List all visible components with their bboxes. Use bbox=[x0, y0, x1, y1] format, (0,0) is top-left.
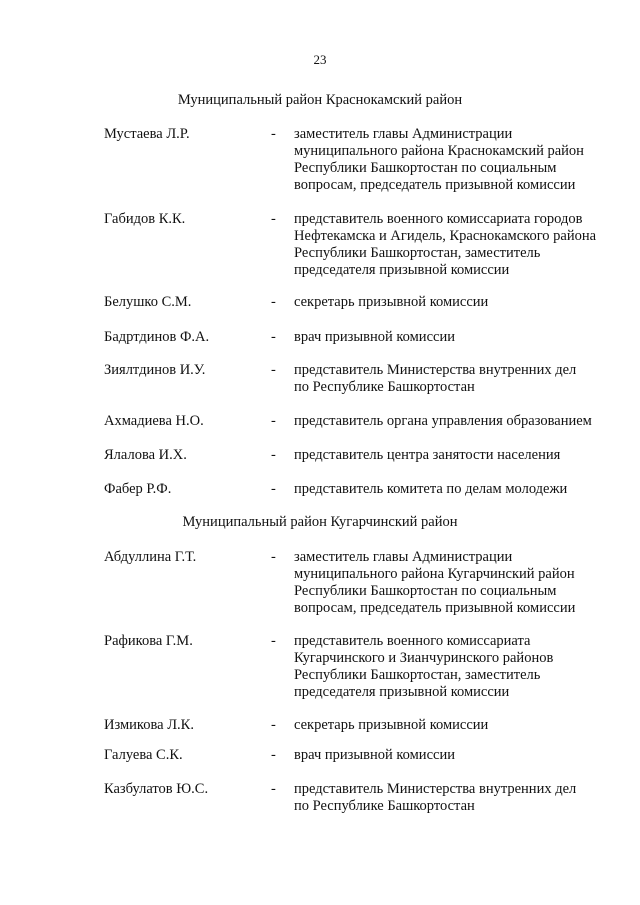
role-line: представитель органа управления образованием bbox=[294, 413, 592, 429]
role-line: вопросам, председатель призывной комиссии bbox=[294, 177, 576, 193]
member-role bbox=[294, 211, 624, 279]
member-name: Габидов К.К. bbox=[104, 211, 186, 227]
member-role bbox=[294, 362, 624, 396]
dash-separator: - bbox=[271, 211, 276, 227]
member-role bbox=[294, 413, 624, 430]
role-line: врач призывной комиссии bbox=[294, 747, 455, 763]
member-name: Абдуллина Г.Т. bbox=[104, 549, 197, 565]
member-name: Белушко С.М. bbox=[104, 294, 192, 310]
dash-separator: - bbox=[271, 481, 276, 497]
role-line: муниципального района Кугарчинский район bbox=[294, 566, 575, 582]
member-name: Галуева С.К. bbox=[104, 747, 183, 763]
role-line: Республики Башкортостан по социальным bbox=[294, 160, 557, 176]
section-title: Муниципальный район Кугарчинский район bbox=[182, 514, 458, 530]
dash-separator: - bbox=[271, 717, 276, 733]
role-line: Республики Башкортостан, заместитель bbox=[294, 667, 541, 683]
dash-separator: - bbox=[271, 362, 276, 378]
dash-separator: - bbox=[271, 329, 276, 345]
role-line: заместитель главы Администрации bbox=[294, 549, 513, 565]
role-line: представитель военного комиссариата городов bbox=[294, 211, 583, 227]
role-line: председателя призывной комиссии bbox=[294, 684, 510, 700]
member-name: Мустаева Л.Р. bbox=[104, 126, 190, 142]
role-line: председателя призывной комиссии bbox=[294, 262, 510, 278]
role-line: представитель военного комиссариата bbox=[294, 633, 531, 649]
dash-separator: - bbox=[271, 549, 276, 565]
role-line: представитель комитета по делам молодежи bbox=[294, 481, 568, 497]
section-title: Муниципальный район Краснокамский район bbox=[177, 92, 463, 108]
member-name: Зиялтдинов И.У. bbox=[104, 362, 206, 378]
role-line: секретарь призывной комиссии bbox=[294, 294, 489, 310]
role-line: Республики Башкортостан, заместитель bbox=[294, 245, 541, 261]
role-line: Нефтекамска и Агидель, Краснокамского района bbox=[294, 228, 597, 244]
role-line: Республики Башкортостан по социальным bbox=[294, 583, 557, 599]
role-line: вопросам, председатель призывной комиссии bbox=[294, 600, 576, 616]
role-line: по Республике Башкортостан bbox=[294, 798, 475, 814]
member-role bbox=[294, 329, 624, 346]
member-role bbox=[294, 447, 624, 464]
dash-separator: - bbox=[271, 781, 276, 797]
dash-separator: - bbox=[271, 633, 276, 649]
member-name: Казбулатов Ю.С. bbox=[104, 781, 209, 797]
role-line: врач призывной комиссии bbox=[294, 329, 455, 345]
member-name: Бадртдинов Ф.А. bbox=[104, 329, 210, 345]
member-role bbox=[294, 294, 624, 311]
member-role bbox=[294, 549, 624, 617]
role-line: представитель центра занятости населения bbox=[294, 447, 561, 463]
dash-separator: - bbox=[271, 294, 276, 310]
member-role bbox=[294, 633, 624, 701]
member-name: Ялалова И.Х. bbox=[104, 447, 187, 463]
page-number: 23 bbox=[313, 52, 327, 67]
member-role bbox=[294, 481, 624, 498]
member-role bbox=[294, 717, 624, 734]
dash-separator: - bbox=[271, 126, 276, 142]
role-line: представитель Министерства внутренних дел bbox=[294, 781, 577, 797]
member-name: Рафикова Г.М. bbox=[104, 633, 193, 649]
member-name: Ахмадиева Н.О. bbox=[104, 413, 204, 429]
role-line: по Республике Башкортостан bbox=[294, 379, 475, 395]
role-line: заместитель главы Администрации bbox=[294, 126, 513, 142]
member-role bbox=[294, 781, 624, 815]
role-line: секретарь призывной комиссии bbox=[294, 717, 489, 733]
role-line: Кугарчинского и Зианчуринского районов bbox=[294, 650, 554, 666]
member-role bbox=[294, 126, 624, 194]
member-name: Фабер Р.Ф. bbox=[104, 481, 172, 497]
role-line: представитель Министерства внутренних дел bbox=[294, 362, 577, 378]
dash-separator: - bbox=[271, 747, 276, 763]
member-name: Измикова Л.К. bbox=[104, 717, 194, 733]
dash-separator: - bbox=[271, 447, 276, 463]
member-role bbox=[294, 747, 624, 764]
dash-separator: - bbox=[271, 413, 276, 429]
role-line: муниципального района Краснокамский район bbox=[294, 143, 584, 159]
